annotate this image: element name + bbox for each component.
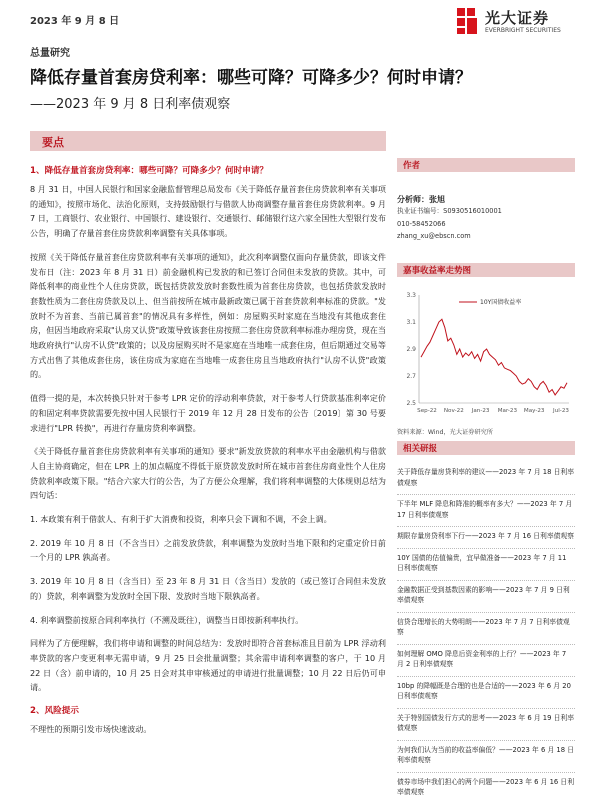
- main-column: [30, 158, 386, 746]
- paragraph: 值得一提的是，本次转换只针对于参考 LPR 定价的浮动利率贷款，对于参考人行贷款基准利率定价的和固定利率贷款需要先按中国人民银行于 2019 年 12 月 28 日发布的公告〔2019〕第 30 号要求进行"LPR 转换"，再进行存量房贷利率调整。: [30, 393, 386, 433]
- analyst-phone: 010-58452066: [397, 219, 446, 228]
- related-item[interactable]: 金融数据正受到基数因素的影响——2023 年 7 月 9 日利率债观察: [397, 581, 575, 613]
- chart-band: [397, 263, 575, 277]
- related-item[interactable]: 如何理解 OMO 降息后资金利率的上行？——2023 年 7 月 2 日利率债观察: [397, 645, 575, 677]
- report-subtitle: ——2023 年 9 月 8 日利率债观察: [30, 97, 231, 112]
- paragraph: 2. 2019 年 10 月 8 日（不含当日）之前发放贷款，利率调整为发放时当地下限和约定重定价日前一个月的 LPR 孰高者。: [30, 537, 386, 563]
- risk-text: 不理性的预期引发市场快速波动。: [30, 724, 152, 735]
- paragraph: 1. 本政策有利于借款人、有利于扩大消费和投资，利率只会下调和不调，不会上调。: [30, 514, 332, 525]
- x-tick-label: Sep-22: [417, 408, 437, 414]
- x-tick-label: Mar-23: [497, 408, 518, 414]
- section-heading: 2、风险提示: [30, 706, 79, 717]
- author-panel: [397, 158, 575, 243]
- chart-source: 资料来源：Wind，光大证券研究所: [397, 429, 493, 436]
- yield-chart-panel: [397, 263, 575, 436]
- y-tick-label: 2.7: [406, 373, 416, 380]
- analyst-name: 分析师：张旭: [397, 195, 445, 204]
- related-item[interactable]: 关于特别国债发行方式的思考——2023 年 6 月 19 日利率债观察: [397, 709, 575, 741]
- summary-label: 要点: [42, 136, 64, 149]
- author-band: [397, 158, 575, 172]
- related-item[interactable]: 下半年 MLF 降息和降准的概率有多大？——2023 年 7 月 17 日利率债观察: [397, 495, 575, 527]
- report-title: 降低存量首套房贷利率：哪些可降？可降多少？何时申请？: [30, 68, 472, 88]
- paragraph: 3. 2019 年 10 月 8 日（含当日）至 23 年 8 月 31 日（含当日）发放的（或已签订合同但未发放的）贷款，利率调整为发放时全国下限、发放时当地下限孰高者。: [30, 576, 386, 601]
- related-section-label: 相关研报: [403, 444, 438, 454]
- chart-title: 嘉事收益率走势图: [403, 266, 472, 276]
- yield-chart: [397, 285, 575, 425]
- related-item[interactable]: 10bp 的降幅既是合理的也是合适的——2023 年 6 月 20 日利率债观察: [397, 677, 575, 709]
- related-reports-panel: [397, 441, 575, 800]
- section-heading: 1、降低存量首套房贷利率：哪些可降？可降多少？何时申请？: [30, 166, 269, 176]
- paragraph: 8 月 31 日，中国人民银行和国家金融监督管理总局发布《关于降低存量首套住房贷款利率有关事项的通知》，按照市场化、法治化原则，支持鼓励银行与借款人协商调整存量首套住房贷款利率。9 月 7 日，工商银行、农业银行、中国银行、建设银行、交通银行、邮储银行这六家全国性大型银行发布公告，明确了存量首套住房贷款利率调整有关具体事项。: [30, 184, 386, 239]
- paragraph: 4. 利率调整前按原合同利率执行（不溯及既往），调整当日即按新利率执行。: [30, 614, 304, 625]
- series-line: [421, 319, 567, 395]
- author-section-label: 作者: [403, 161, 421, 171]
- analyst-cert: 执业证书编号：S0930516010001: [397, 207, 502, 215]
- related-item[interactable]: 为何我们认为当前的收益率偏低？——2023 年 6 月 18 日利率债观察: [397, 741, 575, 773]
- related-item[interactable]: 10Y 国债的估值偏贵，宜早做准备——2023 年 7 月 11 日利率债观察: [397, 549, 575, 581]
- y-tick-label: 3.1: [406, 319, 416, 326]
- x-tick-label: May-23: [523, 408, 545, 414]
- related-item[interactable]: 债券市场中我们担心的两个问题——2023 年 6 月 16 日利率债观察: [397, 773, 575, 800]
- x-tick-label: Jul-23: [553, 408, 569, 414]
- brand-name-en: EVERBRIGHT SECURITIES: [485, 27, 561, 34]
- related-item[interactable]: 关于降低存量房贷利率的建议——2023 年 7 月 18 日利率债观察: [397, 463, 575, 495]
- related-item[interactable]: 期限存量房贷利率下行——2023 年 7 月 16 日利率债观察: [397, 527, 575, 549]
- brand-logo-icon: [455, 6, 481, 36]
- legend-label: 10Y国债收益率: [480, 299, 522, 306]
- paragraph: 按照《关于降低存量首套住房贷款利率有关事项的通知》，此次利率调整仅面向存量贷款，即该文件发布日（注：2023 年 8 月 31 日）前金融机构已发放的和已签订合同但未发放的贷款。其中，可降低利率的商业性个人住房贷款，既包括贷款发放时套数性质为首套住房贷款，也包括贷款发放时套数性质为二套住房贷款及以上、但当前按所在城市最新政策已属于首套贷款利率标准的贷款。"发放时不为首套、当前已属首套"的情况具有多样性，例如：房屋购买时家庭在当地没有其他成套住房，但因当地政府采取"认房又认贷"政策导致该套住房按照二套住房贷款利率标准办理房贷，现在当地政府执行"认房不认贷"政策的；以及房屋购买时不是家庭在当地唯一成套住房，但后期通过交易等方式出售了其他成套住房，该住房成为家庭在当地唯一成套住房且当地政府执行"认房不认贷"政策的。: [30, 251, 386, 380]
- related-list: [397, 463, 575, 800]
- x-tick-label: Nov-22: [443, 408, 464, 414]
- report-category: 总量研究: [30, 48, 70, 59]
- y-tick-label: 3.3: [406, 292, 416, 299]
- related-band: [397, 441, 575, 455]
- brand-name-cn: 光大证券: [485, 9, 550, 27]
- related-item[interactable]: 信贷合理增长的大势明朗——2023 年 7 月 7 日利率债观察: [397, 613, 575, 645]
- y-tick-label: 2.9: [406, 346, 416, 353]
- analyst-email[interactable]: zhang_xu@ebscn.com: [397, 232, 471, 240]
- brand-logo: [455, 6, 575, 40]
- report-date: 2023 年 9 月 8 日: [30, 16, 120, 27]
- x-tick-label: Jan-23: [471, 408, 490, 414]
- summary-band: [30, 131, 386, 151]
- paragraph: 《关于降低存量首套住房贷款利率有关事项的通知》要求"新发放贷款的利率水平由金融机构与借款人自主协商确定，但在 LPR 上的加点幅度不得低于原贷款发放时所在城市首套住房商业性个人住房贷款利率政策下限。"结合六家大行的公告，为了方便公众理解，我们将利率调整的大体规则总结为四句话：: [30, 446, 386, 501]
- paragraph: 同样为了方便理解，我们将申请和调整的时间总结为：发放时即符合首套标准且目前为 LPR 浮动利率贷款的客户变更利率无需申请，9 月 25 日会批量调整；其余需申请利率调整的客户，于 10 月 22 日（含）前申请的，10 月 25 日会对其申审核通过的申请进行批量调整；10 月 22 日后仍可申请。: [30, 638, 386, 693]
- y-tick-label: 2.5: [406, 400, 416, 407]
